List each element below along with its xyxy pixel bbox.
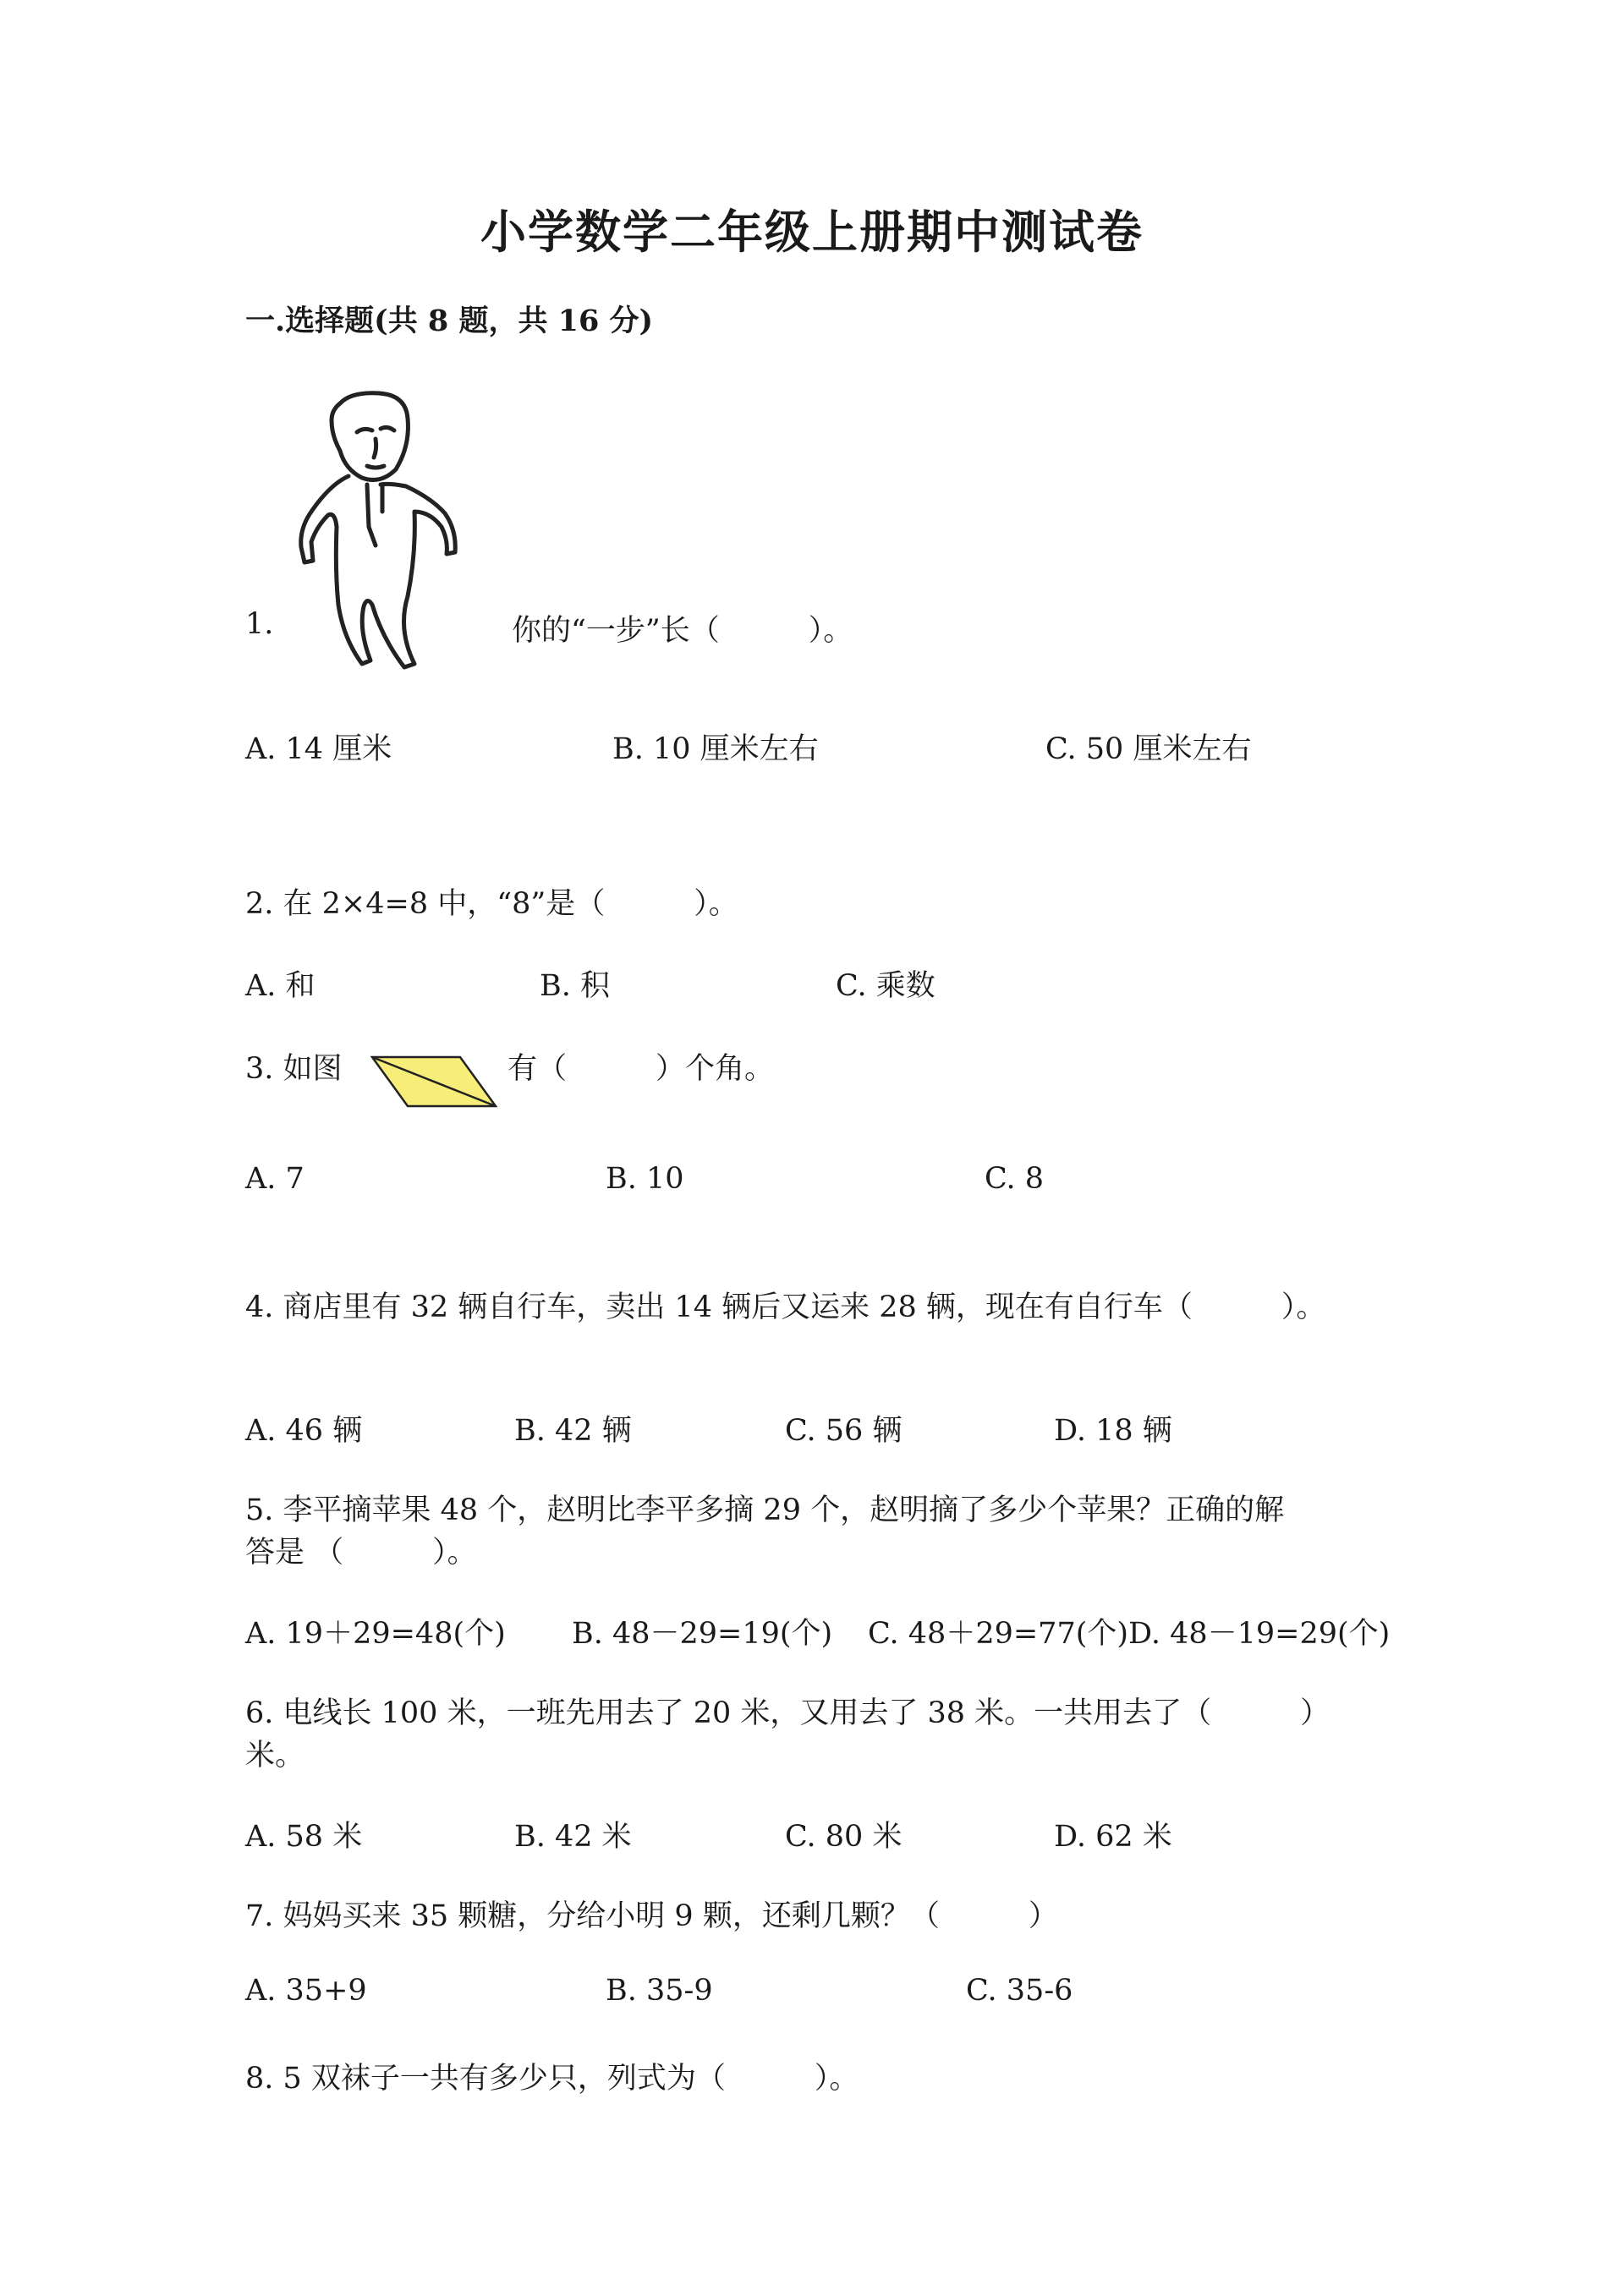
q3-option-c: C. 8 — [985, 1162, 1045, 1196]
question-8-text: 8. 5 双袜子一共有多少只，列式为（ ）。 — [245, 2062, 859, 2096]
q7-option-c: C. 35-6 — [966, 1974, 1073, 2008]
question-3-text-before: 3. 如图 — [245, 1052, 343, 1086]
question-3-text-after: 有（ ）个角。 — [508, 1052, 775, 1086]
q4-option-b: B. 42 辆 — [514, 1414, 632, 1448]
q1-option-b: B. 10 厘米左右 — [612, 732, 819, 766]
q5-option-d: D. 48－19=29(个) — [1128, 1617, 1391, 1651]
q1-option-c: C. 50 厘米左右 — [1045, 732, 1252, 766]
q1-option-a: A. 14 厘米 — [245, 732, 392, 766]
question-1-text: 你的“一步”长（ ）。 — [512, 614, 853, 648]
q4-option-a: A. 46 辆 — [245, 1414, 363, 1448]
q2-option-c: C. 乘数 — [836, 969, 935, 1003]
question-1-number: 1. — [245, 607, 274, 641]
parallelogram-figure-icon — [370, 1054, 499, 1110]
q4-option-c: C. 56 辆 — [785, 1414, 903, 1448]
section-heading: 一.选择题(共 8 题，共 16 分) — [245, 304, 654, 338]
question-6-text-line1: 6. 电线长 100 米，一班先用去了 20 米，又用去了 38 米。一共用去了（ ） — [245, 1696, 1330, 1730]
q5-option-a: A. 19＋29=48(个) — [245, 1617, 506, 1651]
q6-option-b: B. 42 米 — [514, 1820, 632, 1854]
q5-option-b: B. 48－29=19(个) — [572, 1617, 833, 1651]
q6-option-d: D. 62 米 — [1054, 1820, 1172, 1854]
q7-option-a: A. 35+9 — [245, 1974, 367, 2008]
q5-option-c: C. 48＋29=77(个) — [868, 1617, 1129, 1651]
stick-figure-icon — [288, 385, 508, 672]
q4-option-d: D. 18 辆 — [1054, 1414, 1172, 1448]
q2-option-b: B. 积 — [540, 969, 610, 1003]
page-title: 小学数学二年级上册期中测试卷 — [480, 205, 1144, 259]
question-5-text-line1: 5. 李平摘苹果 48 个，赵明比李平多摘 29 个，赵明摘了多少个苹果？正确的解 — [245, 1493, 1285, 1527]
q7-option-b: B. 35-9 — [606, 1974, 713, 2008]
q6-option-a: A. 58 米 — [245, 1820, 363, 1854]
question-7-text: 7. 妈妈买来 35 颗糖，分给小明 9 颗，还剩几颗？（ ） — [245, 1899, 1058, 1933]
q2-option-a: A. 和 — [245, 969, 315, 1003]
q3-option-a: A. 7 — [245, 1162, 304, 1196]
question-4-text: 4. 商店里有 32 辆自行车，卖出 14 辆后又运来 28 辆，现在有自行车（ ）。 — [245, 1290, 1326, 1324]
question-2-text: 2. 在 2×4=8 中，“8”是（ ）。 — [245, 887, 738, 921]
question-5-text-line2: 答是 （ ）。 — [245, 1536, 477, 1570]
q6-option-c: C. 80 米 — [785, 1820, 903, 1854]
question-6-text-line2: 米。 — [245, 1739, 305, 1773]
q3-option-b: B. 10 — [606, 1162, 684, 1196]
